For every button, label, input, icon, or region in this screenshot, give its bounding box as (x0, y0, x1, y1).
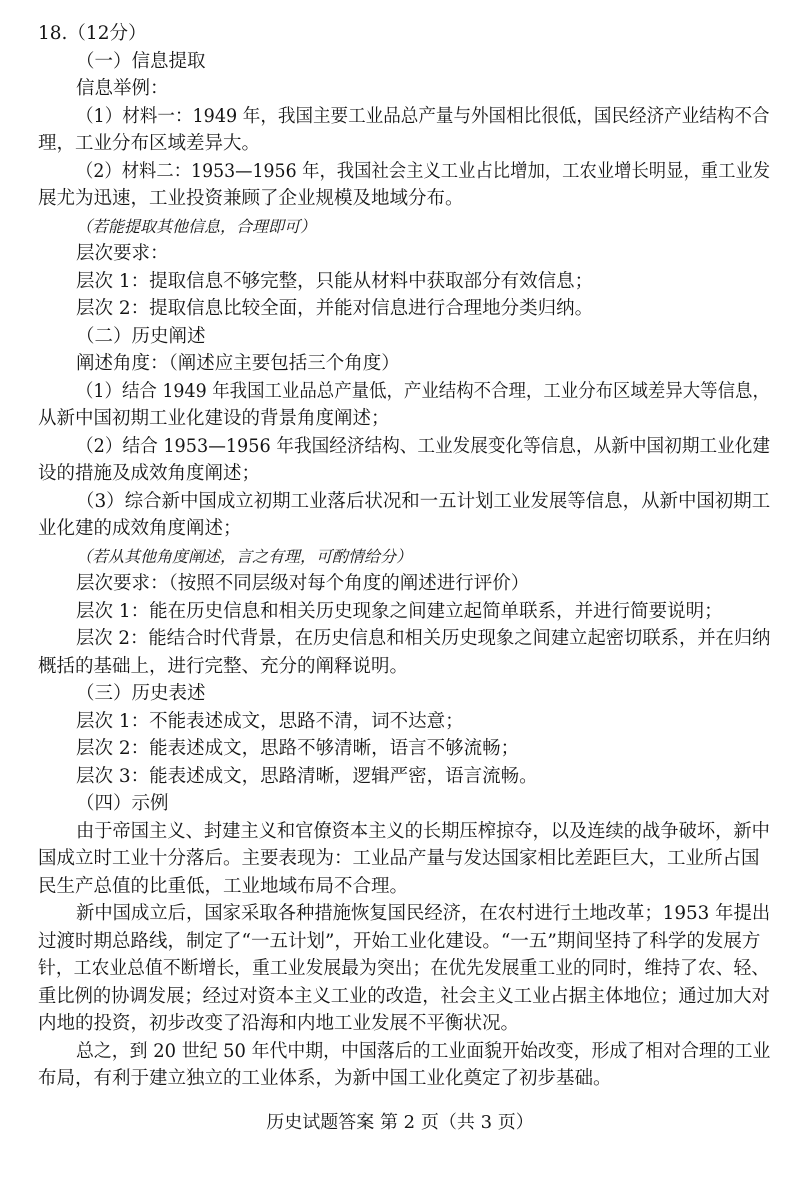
text-line: 布局，有利于建立独立的工业体系，为新中国工业化奠定了初步基础。 (38, 1068, 612, 1089)
text-line: 民生产总值的比重低，工业地域布局不合理。 (38, 875, 409, 897)
text-line: 层次要求： (76, 243, 169, 264)
text-line: 层次 1：能在历史信息和相关历史现象之间建立起简单联系，并进行简要说明； (76, 600, 723, 622)
text-line: 设的措施及成效角度阐述； (38, 463, 261, 484)
note-line: （若从其他角度阐述，言之有理，可酌情给分） (76, 546, 413, 566)
text-line: 概括的基础上，进行完整、充分的阐释说明。 (38, 655, 409, 677)
text-line: （1）结合 1949 年我国工业品总产量低，产业结构不合理，工业分布区域差异大等信息， (76, 380, 770, 402)
section-heading: （二）历史阐述 (76, 325, 206, 347)
text-line: 总之，到 20 世纪 50 年代中期，中国落后的工业面貌开始改变，形成了相对合理的工业 (76, 1040, 771, 1062)
text-line: 层次 2：能结合时代背景，在历史信息和相关历史现象之间建立起密切联系，并在归纳 (76, 628, 771, 649)
text-line: （2）结合 1953—1956 年我国经济结构、工业发展变化等信息，从新中国初期工业化建 (76, 435, 770, 457)
text-line: （1）材料一：1949 年，我国主要工业品总产量与外国相比很低，国民经济产业结构不合 (76, 105, 770, 127)
text-line: （3）综合新中国成立初期工业落后状况和一五计划工业发展等信息，从新中国初期工 (76, 490, 771, 512)
text-line: 展尤为迅速，工业投资兼顾了企业规模及地域分布。 (38, 188, 464, 209)
text-line: 过渡时期总路线，制定了“一五计划”，开始工业化建设。“一五”期间坚持了科学的发展方 (38, 930, 761, 952)
text-line: 由于帝国主义、封建主义和官僚资本主义的长期压榨掠夺，以及连续的战争破坏，新中 (76, 820, 770, 842)
text-line: 针，工农业总值不断增长，重工业发展最为突出；在优先发展重工业的同时，维持了农、轻、 (38, 958, 770, 979)
page-footer: 历史试题答案 第 2 页（共 3 页） (266, 1112, 534, 1133)
text-line: 层次 2：提取信息比较全面，并能对信息进行合理地分类归纳。 (76, 298, 594, 319)
text-line: 内地的投资，初步改变了沿海和内地工业发展不平衡状况。 (38, 1013, 520, 1034)
text-line: 国成立时工业十分落后。主要表现为：工业品产量与发达国家相比差距巨大，工业所占国 (38, 848, 760, 869)
section-heading: （三）历史表述 (76, 683, 206, 704)
text-line: 业化建的成效角度阐述； (38, 518, 242, 539)
text-line: 新中国成立后，国家采取各种措施恢复国民经济，在农村进行土地改革；1953 年提出 (76, 903, 771, 924)
text-line: 层次 2：能表述成文，思路不够清晰，语言不够流畅； (76, 738, 520, 759)
section-heading: （四）示例 (76, 793, 169, 814)
text-line: （2）材料二：1953—1956 年，我国社会主义工业占比增加，工农业增长明显，重工业发 (76, 160, 771, 182)
text-line: 重比例的协调发展；经过对资本主义工业的改造，社会主义工业占据主体地位；通过加大对 (38, 985, 770, 1007)
question-number: 18.（12分） (38, 23, 147, 44)
text-line: 层次 3：能表述成文，思路清晰，逻辑严密，语言流畅。 (76, 765, 538, 787)
section-heading: （一）信息提取 (76, 50, 206, 72)
text-line: 从新中国初期工业化建设的背景角度阐述； (38, 408, 390, 429)
text-line: 信息举例： (76, 78, 169, 99)
note-line: （若能提取其他信息，合理即可） (76, 216, 317, 236)
text-line: 层次 1：不能表述成文，思路不清，词不达意； (76, 710, 464, 732)
text-line: 层次 1：提取信息不够完整，只能从材料中获取部分有效信息； (76, 270, 594, 292)
text-line: 阐述角度：（阐述应主要包括三个角度） (76, 353, 400, 374)
text-line: 层次要求：（按照不同层级对每个角度的阐述进行评价） (76, 573, 530, 594)
text-line: 理，工业分布区域差异大。 (38, 133, 261, 154)
